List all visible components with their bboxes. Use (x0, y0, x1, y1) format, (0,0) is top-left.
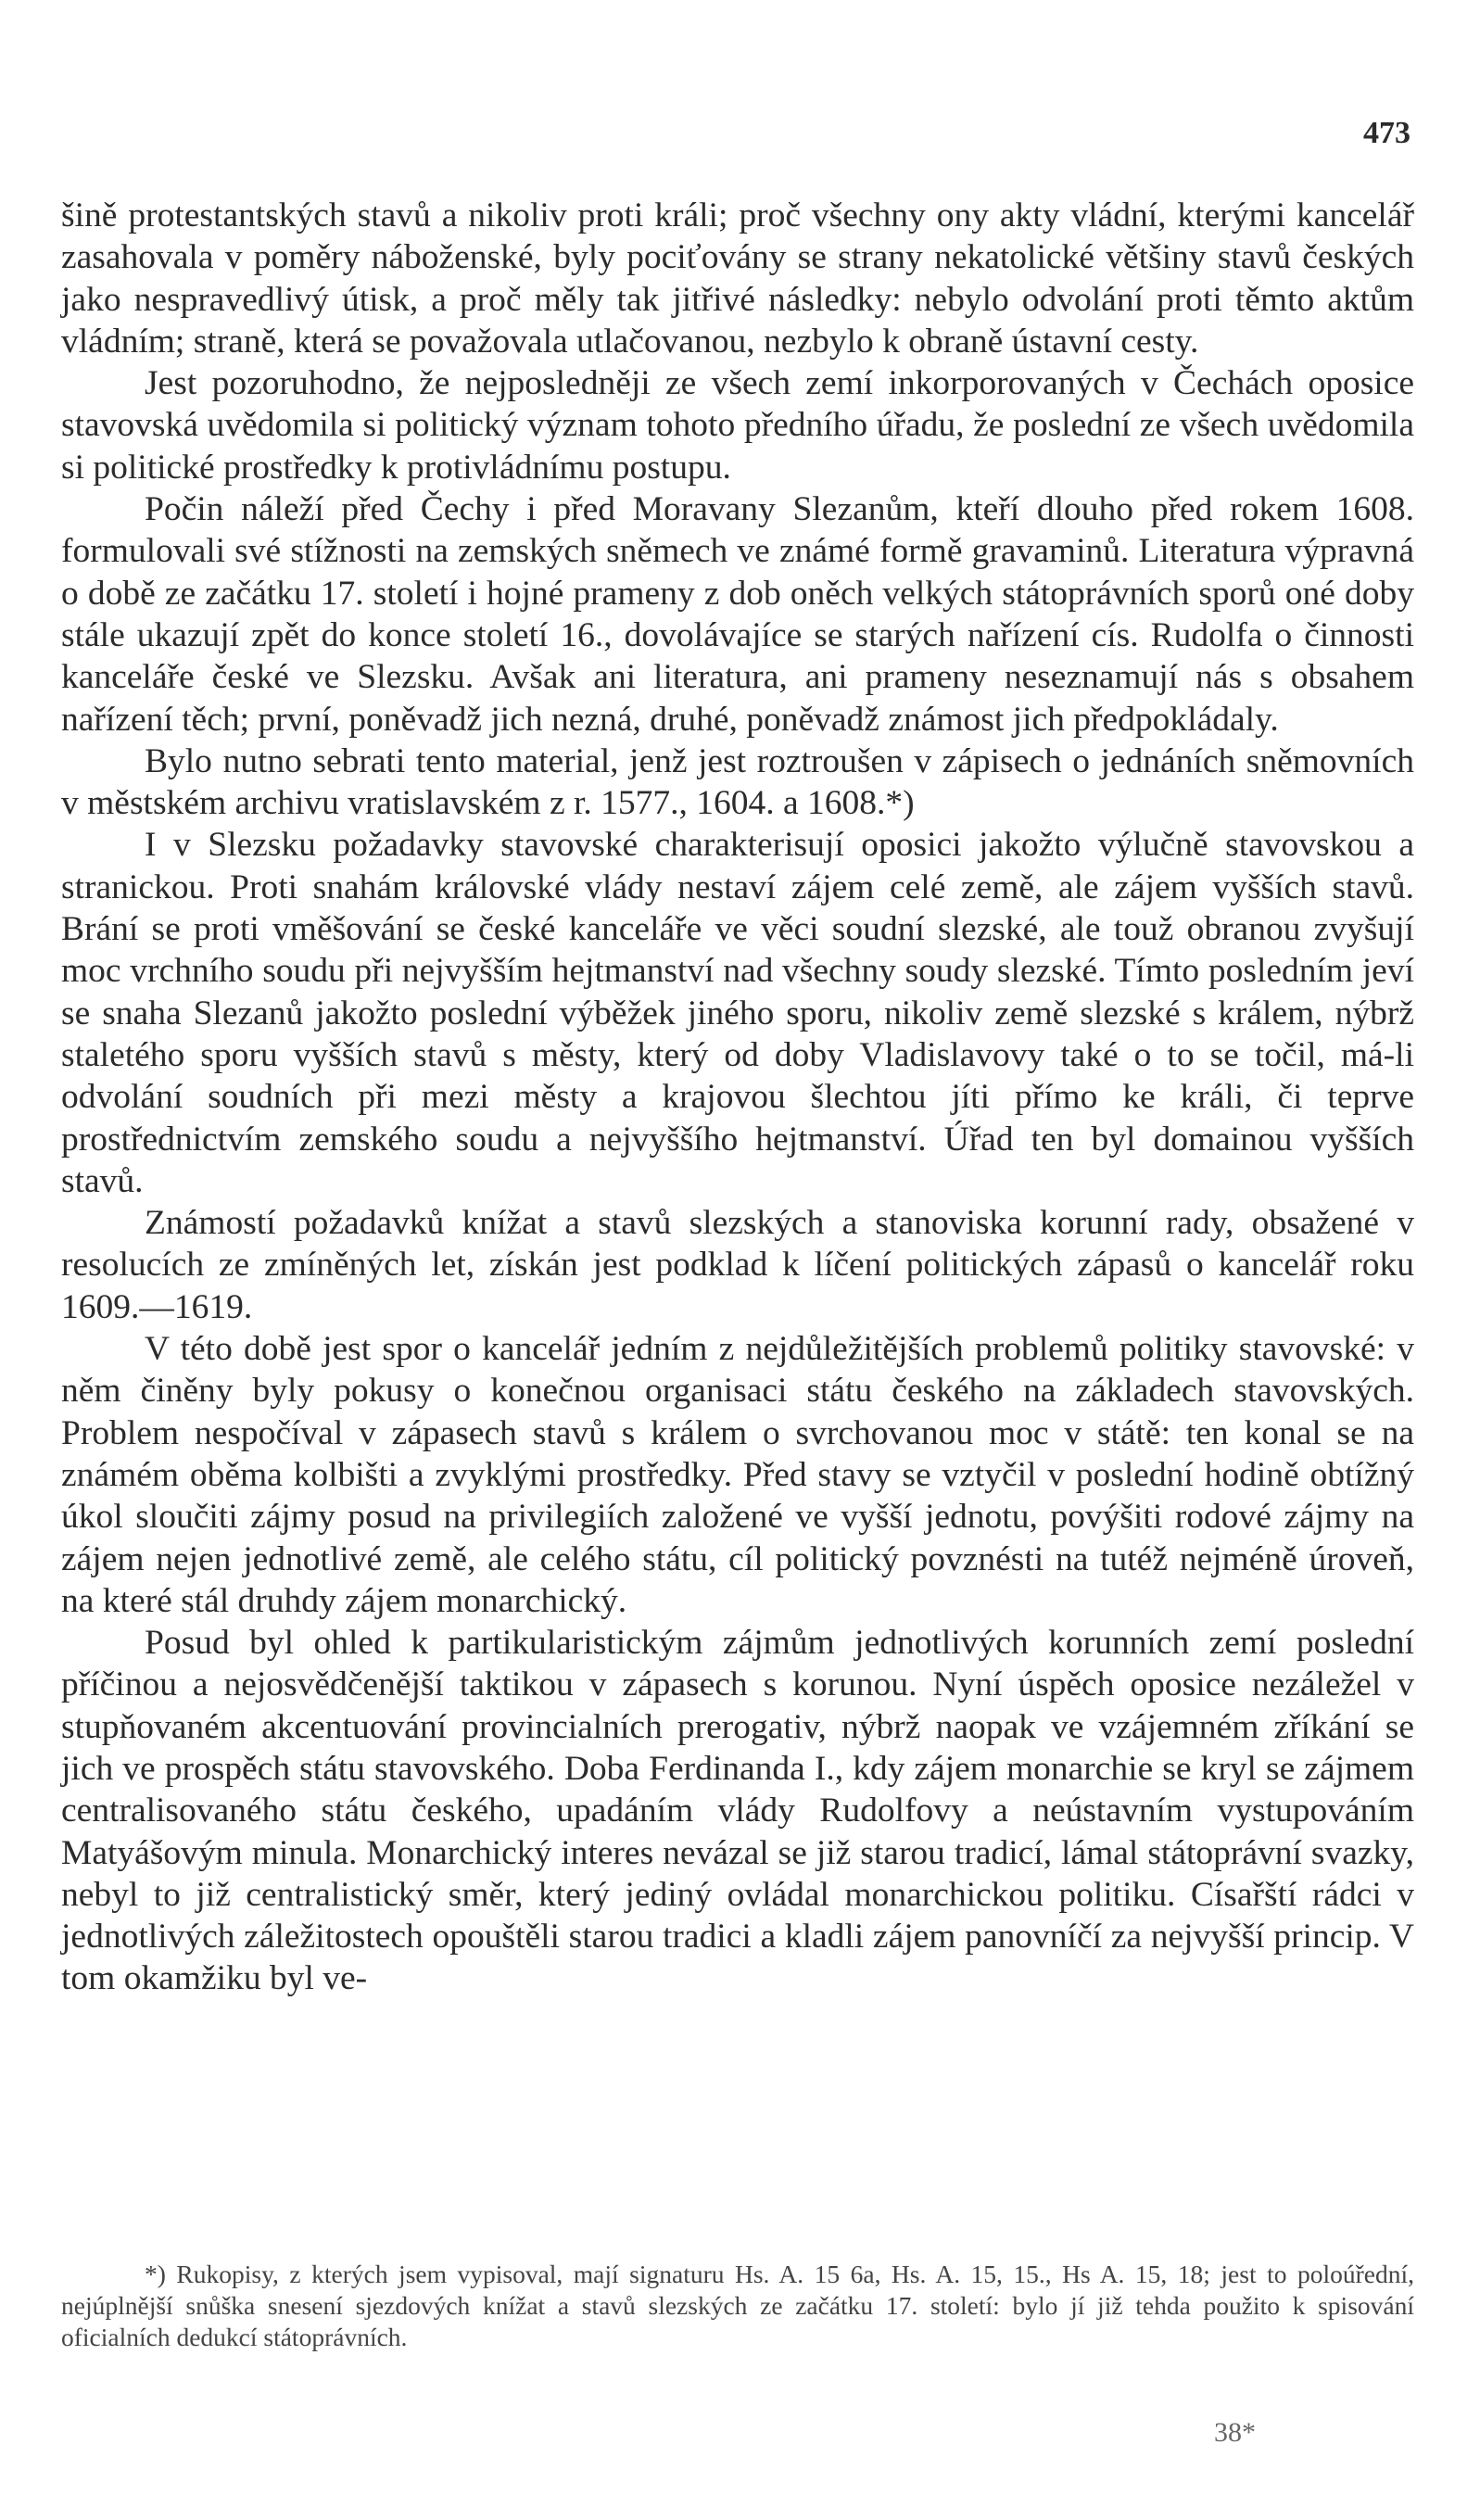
paragraph: Jest pozoruhodno, že nejposledněji ze všech zemí inkorporovaných v Čechách oposice stavovská uvědomila si politický význam tohoto předního úřadu, že poslední ze všech uvědomila si politické prostředky k protivládnímu postupu. (61, 364, 1414, 487)
paragraph: Posud byl ohled k partikularistickým zájmům jednotlivých korunních zemí poslední příčinou a nejosvědčenější taktikou v zápasech s korunou. Nyní úspěch oposice nezáležel v stupňovaném akcentuování provincialních prerogativ, nýbrž naopak ve vzájemném zříkání se jich ve prospěch státu stavovského. Doba Ferdinanda I., kdy zájem monarchie se kryl se zájmem centralisovaného státu českého, upadáním vlády Rudolfovy a neústavním vystupováním Matyášovým minula. Monarchický interes nevázal se již starou tradicí, lámal státoprávní svazky, nebyl to již centralistický směr, který jediný ovládal monarchickou politiku. Císařští rádci v jednotlivých záležitostech opouštěli starou tradici a kladli zájem panovníčí za nejvyšší princip. V tom okamžiku byl ve- (61, 1624, 1414, 1998)
paragraph: šině protestantských stavů a nikoliv proti králi; proč všechny ony akty vládní, kterými kancelář zasahovala v poměry náboženské, byly pociťovány se strany nekatolické většiny stavů českých jako nespravedlivý útisk, a proč měly tak jitřivé následky: nebylo odvolání proti těmto aktům vládním; straně, která se považovala utlačovanou, nezbylo k obraně ústavní cesty. (61, 196, 1414, 361)
footnote: *) Rukopisy, z kterých jsem vypisoval, mají signaturu Hs. A. 15 6a, Hs. A. 15, 15., Hs A. 15, 18; jest to poloúřední, nejúplnější snůška snesení sjezdových knížat a stavů slezských ze začátku 17. století: bylo jí již tehda použito k spisování oficialních dedukcí státoprávních. (61, 2260, 1414, 2351)
body-text (61, 195, 1414, 2000)
paragraph: Počin náleží před Čechy i před Moravany Slezanům, kteří dlouho před rokem 1608. formulovali své stížnosti na zemských sněmech ve známé formě gravaminů. Literatura výpravná o době ze začátku 17. století i hojné prameny z dob oněch velkých státoprávních sporů oné doby stále ukazují zpět do konce století 16., dovolávajíce se starých nařízení cís. Rudolfa o činnosti kanceláře české ve Slezsku. Avšak ani literatura, ani prameny neseznamují nás s obsahem nařízení těch; první, poněvadž jich nezná, druhé, poněvadž známost jich předpokládaly. (61, 490, 1414, 739)
paragraph: Známostí požadavků knížat a stavů slezských a stanoviska korunní rady, obsažené v resolucích ze zmíněných let, získán jest podklad k líčení politických zápasů o kancelář roku 1609.—1619. (61, 1204, 1414, 1326)
paragraph: Bylo nutno sebrati tento material, jenž jest roztroušen v zápisech o jednáních sněmovních v městském archivu vratislavském z r. 1577., 1604. a 1608.*) (61, 741, 1414, 823)
paragraph: I v Slezsku požadavky stavovské charakterisují oposici jakožto výlučně stavovskou a stranickou. Proti snahám královské vlády nestaví zájem celé země, ale zájem vyšších stavů. Brání se proti vměšování se české kanceláře ve věci soudní slezské, ale touž obranou zvyšují moc vrchního soudu při nejvyšším hejtmanství nad všechny soudy slezské. Tímto posledním jeví se snaha Slezanů jakožto poslední výběžek jiného sporu, nikoliv země slezské s králem, nýbrž staletého sporu vyšších stavů s městy, který od doby Vladislavovy také o to se točil, má-li odvolání soudních při mezi městy a krajovou šlechtou jíti přímo ke králi, či teprve prostřednictvím zemského soudu a nejvyššího hejtmanství. Úřad ten byl domainou vyšších stavů. (61, 826, 1414, 1200)
page-number: 473 (1363, 116, 1410, 150)
signature-mark: 38* (1214, 2417, 1256, 2448)
paragraph: V této době jest spor o kancelář jedním z nejdůležitějších problemů politiky stavovské: v něm činěny byly pokusy o konečnou organisaci státu českého na základech stavovských. Problem nespočíval v zápasech stavů s králem o svrchovanou moc v státě: ten konal se na známém oběma kolbišti a zvyklými prostředky. Před stavy se vztyčil v poslední hodině obtížný úkol sloučiti zájmy posud na privilegiích založené ve vyšší jednotu, povýšiti rodové zájmy na zájem nejen jednotlivé země, ale celého státu, cíl politický povznésti na tutéž nejméně úroveň, na které stál druhdy zájem monarchický. (61, 1330, 1414, 1620)
